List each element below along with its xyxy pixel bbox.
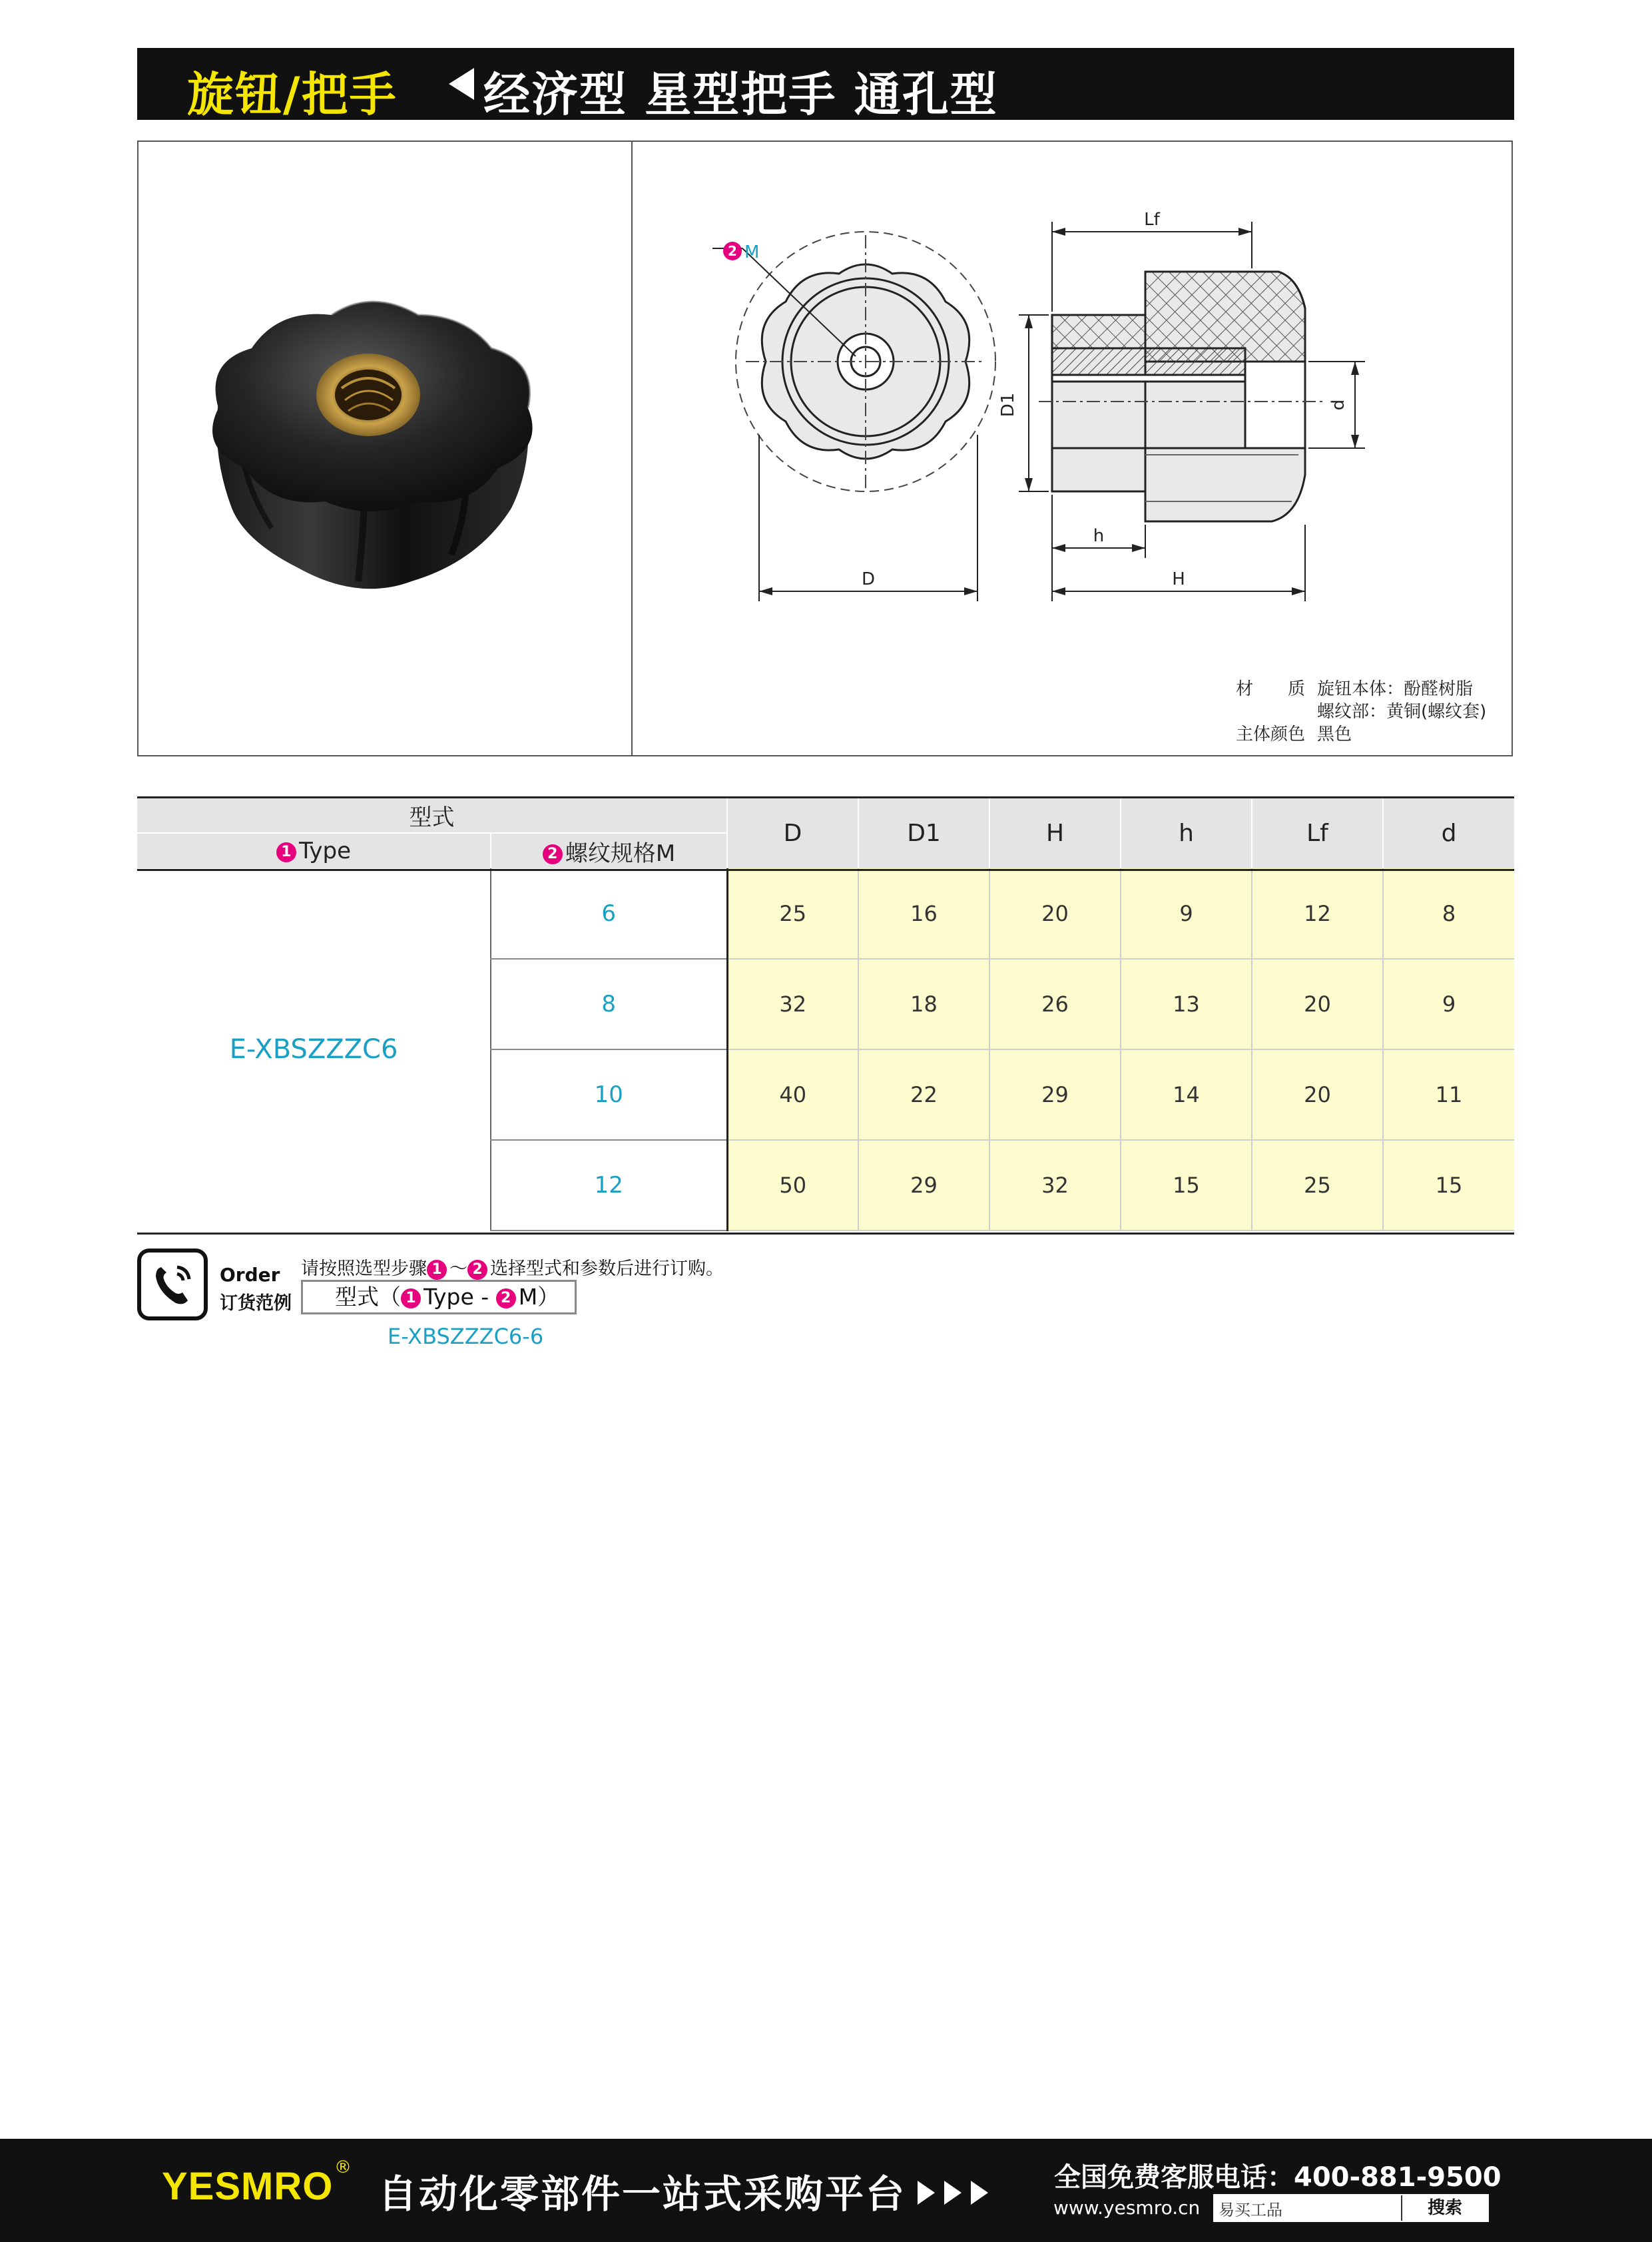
step-badge-2: 2 [496,1288,516,1308]
cell-h: 20 [989,868,1121,959]
table-bottom-rule [137,1233,1514,1235]
cell-h-small: 15 [1121,1140,1252,1231]
order-label-cn: 订货范例 [220,1293,292,1314]
technical-drawing [633,142,1513,755]
cell-d-small: 8 [1383,868,1514,959]
material-body: 旋钮本体：酚醛树脂 [1317,679,1474,699]
chevron-right-icon [918,2181,935,2205]
table-header-rule [137,869,1514,871]
search-input[interactable]: 易买工品 [1219,2201,1282,2219]
cell-d-small: 15 [1383,1140,1514,1231]
dim-label-d-big: D [861,569,876,589]
step-badge-1: 1 [401,1288,421,1308]
material-spec [1236,678,1486,746]
cell-d1: 18 [858,959,989,1049]
color-value: 黑色 [1317,724,1352,744]
dim-label-d-small: d [1328,399,1348,411]
dim-label-lf: Lf [1144,210,1160,230]
cell-d1: 16 [858,868,989,959]
order-example: E-XBSZZZC6-6 [388,1324,544,1349]
m-value: 8 [491,959,727,1049]
cell-lf: 12 [1252,868,1383,959]
dim-header-d: D [727,798,858,868]
table-top-rule [137,796,1514,798]
search-button[interactable]: 搜索 [1401,2195,1488,2221]
m-value: 12 [491,1140,727,1231]
cell-lf: 25 [1252,1140,1383,1231]
chevron-right-icon [971,2181,988,2205]
search-box [1213,2194,1489,2222]
cell-d: 32 [727,959,858,1049]
dim-label-h-big: H [1172,569,1185,589]
material-thread: 螺纹部：黄铜(螺纹套) [1317,702,1487,722]
registered-mark: ® [334,2157,352,2177]
cell-d1: 22 [858,1049,989,1140]
dim-header-h-small: h [1121,798,1252,868]
website-link[interactable]: www.yesmro.cn [1053,2197,1201,2219]
header-bar [137,48,1514,120]
m-header: 2 螺纹规格M [491,833,727,868]
cell-h: 26 [989,959,1121,1049]
order-format-box: 型式（ 1 Type - 2 M） [301,1280,577,1314]
type-header: 1 Type [137,833,491,868]
model-header: 型式 [137,798,727,833]
cell-d: 50 [727,1140,858,1231]
step-badge-2: 2 [467,1260,487,1280]
order-instruction: 请按照选型步骤 1 ～ 2 选择型式和参数后进行订购。 [301,1259,724,1279]
hotline: 全国免费客服电话：400-881-9500 [1054,2162,1502,2193]
dim-header-d1: D1 [858,798,989,868]
side-view [1052,272,1305,521]
step-badge-1: 1 [276,842,296,862]
cell-lf: 20 [1252,1049,1383,1140]
category-title: 旋钮/把手 [187,67,398,122]
cell-h-small: 9 [1121,868,1252,959]
dim-header-h: H [989,798,1121,868]
dim-label-d1: D1 [998,392,1018,418]
step-badge-1: 1 [427,1260,447,1280]
table-row [137,868,1514,959]
chevron-right-icon [944,2181,962,2205]
left-arrow-icon [449,68,474,100]
cell-d-small: 11 [1383,1049,1514,1140]
order-label-en: Order [220,1264,280,1286]
dim-header-lf: Lf [1252,798,1383,868]
cell-h-small: 13 [1121,959,1252,1049]
cell-lf: 20 [1252,959,1383,1049]
step-badge-2: 2 [543,844,563,864]
type-value: E-XBSZZZC6 [137,868,491,1231]
material-label: 材 质 [1236,679,1306,699]
page-title: 经济型 星型把手 通孔型 [483,67,998,122]
cell-d: 25 [727,868,858,959]
svg-text:2: 2 [728,243,737,259]
dim-header-d-small: d [1383,798,1514,868]
cell-h-small: 14 [1121,1049,1252,1140]
cell-h: 29 [989,1049,1121,1140]
footer-bar [0,2139,1652,2242]
m-dimension-label: M [744,242,760,262]
cell-h: 32 [989,1140,1121,1231]
brand-logo[interactable]: YESMRO [162,2165,334,2208]
product-photo [198,288,571,635]
dim-label-h-small: h [1093,526,1105,546]
cell-d1: 29 [858,1140,989,1231]
color-label: 主体颜色 [1236,724,1306,744]
m-value: 10 [491,1049,727,1140]
footer-slogan: 自动化零部件一站式采购平台 [378,2171,907,2217]
figure-panel [137,140,1513,756]
phone-icon [137,1249,208,1320]
cell-d: 40 [727,1049,858,1140]
cell-d-small: 9 [1383,959,1514,1049]
m-value: 6 [491,868,727,959]
spec-table [137,798,1514,1231]
